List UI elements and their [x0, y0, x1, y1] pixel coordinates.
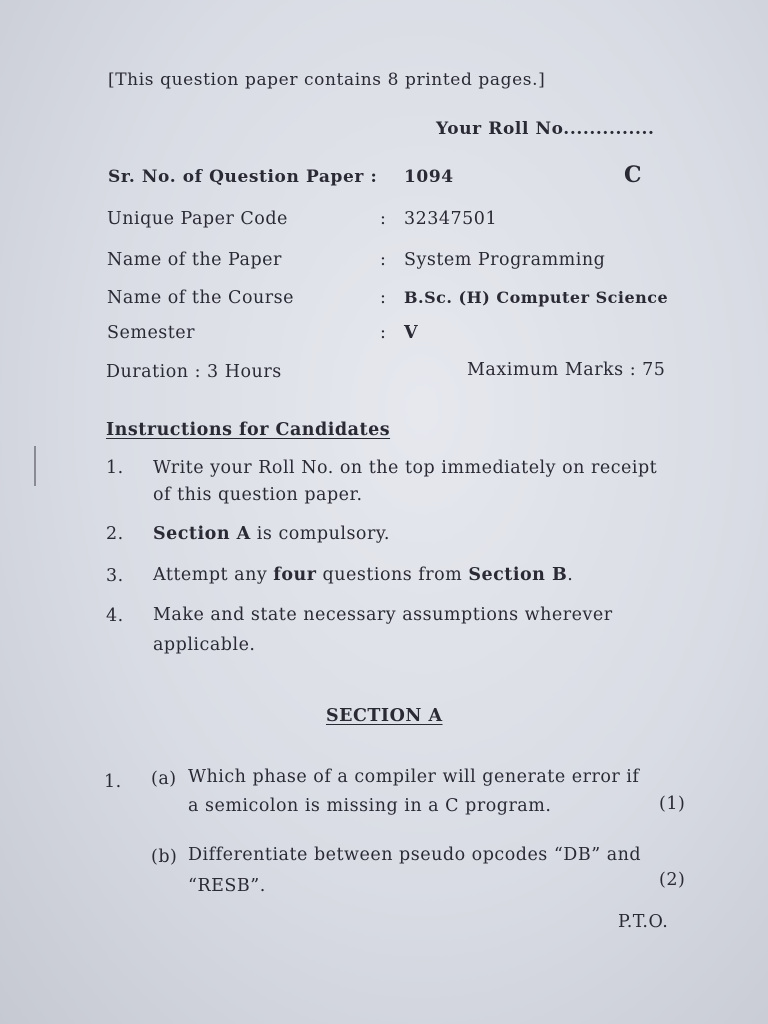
duration: Duration : 3 Hours	[106, 362, 282, 382]
detail-separator: :	[380, 250, 387, 270]
roll-number-field: Your Roll No..............	[436, 119, 655, 139]
detail-label: Semester	[107, 323, 196, 343]
instruction-text: Section A is compulsory.	[153, 524, 390, 544]
instruction-text: Write your Roll No. on the top immediately on receipt	[153, 458, 658, 478]
detail-separator: :	[380, 288, 387, 308]
detail-label: Unique Paper Code	[107, 209, 288, 229]
instruction-number: 1.	[106, 458, 124, 478]
question-text: Which phase of a compiler will generate error if	[188, 767, 640, 787]
detail-value: V	[404, 323, 419, 343]
question-marks: (2)	[659, 870, 686, 890]
instruction-number: 2.	[106, 524, 124, 544]
question-number: 1.	[104, 772, 122, 792]
pto-label: P.T.O.	[618, 912, 669, 932]
detail-value: System Programming	[404, 250, 606, 270]
section-title: SECTION A	[326, 706, 443, 726]
question-text: Differentiate between pseudo opcodes “DB” and	[188, 845, 642, 865]
detail-value: 32347501	[404, 209, 498, 229]
instructions-title: Instructions for Candidates	[106, 420, 391, 440]
instruction-text: of this question paper.	[153, 485, 363, 505]
instruction-text: applicable.	[153, 635, 256, 655]
part-label: (b)	[151, 847, 178, 867]
part-label: (a)	[151, 769, 177, 789]
instruction-number: 4.	[106, 606, 124, 626]
binder-mark	[34, 446, 36, 486]
question-text: “RESB”.	[188, 876, 266, 896]
detail-label: Name of the Paper	[107, 250, 282, 270]
detail-separator: :	[380, 209, 387, 229]
instruction-number: 3.	[106, 566, 124, 586]
page-count-note: [This question paper contains 8 printed pages.]	[108, 70, 546, 90]
question-text: a semicolon is missing in a C program.	[188, 796, 552, 816]
instruction-text: Attempt any four questions from Section B.	[153, 565, 574, 585]
detail-separator: :	[380, 323, 387, 343]
sr-no-value: 1094	[404, 167, 454, 187]
maximum-marks: Maximum Marks : 75	[467, 360, 666, 380]
detail-value: B.Sc. (H) Computer Science	[404, 288, 669, 307]
sr-no-label: Sr. No. of Question Paper :	[108, 167, 378, 187]
instruction-text: Make and state necessary assumptions wherever	[153, 605, 613, 625]
paper-set: C	[624, 162, 642, 188]
question-marks: (1)	[659, 794, 686, 814]
detail-label: Name of the Course	[107, 288, 294, 308]
